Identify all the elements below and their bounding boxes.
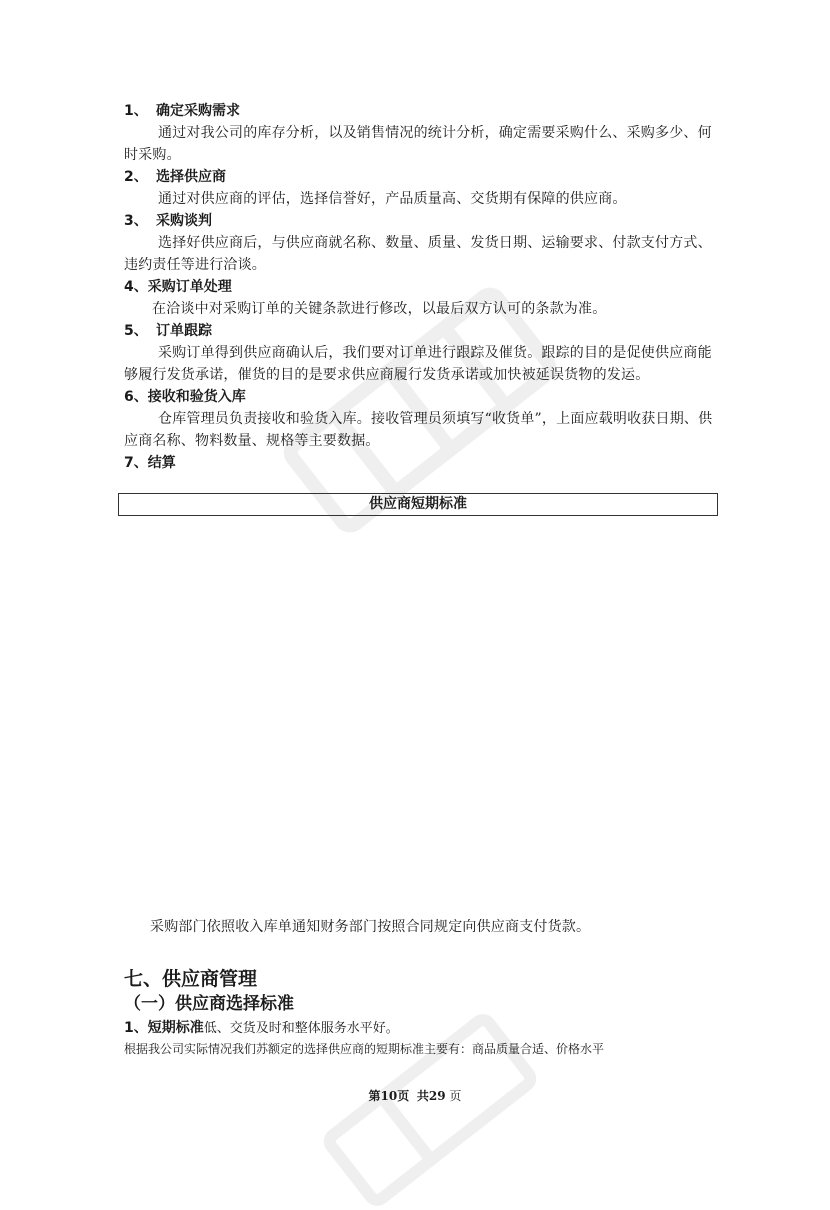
section-number: 7、 [124, 455, 148, 471]
section-number: 4、 [124, 279, 148, 295]
page-suffix: 页 [449, 1089, 462, 1103]
section-paragraph: 仓库管理员负责接收和验货入库。接收管理员须填写“收货单”，上面应载明收获日期、供应商名称、物料数量、规格等主要数据。 [124, 411, 713, 449]
basis-paragraph: 根据我公司实际情况我们苏额定的选择供应商的短期标准主要有：商品质量合适、价格水平 [124, 1042, 605, 1056]
section-paragraph: 选择好供应商后，与供应商就名称、数量、质量、发货日期、运输要求、付款支付方式、违约责任等进行洽谈。 [124, 235, 712, 273]
section-5 [124, 320, 718, 386]
section-2 [124, 166, 718, 210]
section-1 [124, 100, 718, 166]
short-term-label: 短期标准 [147, 1020, 204, 1036]
section-4 [124, 276, 718, 320]
section-title: 订单跟踪 [156, 323, 212, 339]
process-list [124, 100, 718, 474]
section-6 [124, 386, 718, 452]
short-term-text: 低、交货及时和整体服务水平好。 [203, 1021, 399, 1036]
section-title: 选择供应商 [156, 169, 226, 185]
section-number: 3、 [124, 213, 148, 229]
section-7-heading: 七、供应商管理 [124, 968, 258, 990]
section-title: 采购谈判 [156, 213, 212, 229]
subsection-heading: （一）供应商选择标准 [124, 994, 294, 1014]
section-number: 6、 [124, 389, 148, 405]
section-number: 5、 [124, 323, 148, 339]
section-title: 确定采购需求 [156, 103, 240, 119]
section-number: 2、 [124, 169, 148, 185]
total-pages: 共29 [416, 1089, 446, 1103]
section-paragraph: 通过对我公司的库存分析，以及销售情况的统计分析，确定需要采购什么、采购多少、何时采购。 [124, 125, 712, 163]
page-number: 第10页 [368, 1089, 410, 1103]
short-term-number: 1、 [124, 1020, 148, 1036]
section-7 [124, 452, 718, 474]
section-title: 接收和验货入库 [147, 389, 246, 405]
section-title: 结算 [147, 455, 176, 471]
section-3 [124, 210, 718, 276]
section-paragraph: 通过对供应商的评估，选择信誉好，产品质量高、交货期有保障的供应商。 [158, 191, 627, 207]
short-term-standard [124, 1018, 399, 1039]
section-paragraph: 在洽谈中对采购订单的关键条款进行修改，以最后双方认可的条款为准。 [152, 301, 607, 317]
section-paragraph: 采购订单得到供应商确认后，我们要对订单进行跟踪及催货。跟踪的目的是促使供应商能够履行发货承诺，催货的目的是要求供应商履行发货承诺或加快被延误货物的发运。 [124, 345, 712, 383]
payment-paragraph: 采购部门依照收入库单通知财务部门按照合同规定向供应商支付货款。 [150, 919, 591, 935]
section-number: 1、 [124, 103, 148, 119]
section-title: 采购订单处理 [147, 279, 232, 295]
page-footer [0, 1088, 830, 1104]
supplier-short-term-table-header: 供应商短期标准 [118, 493, 718, 516]
